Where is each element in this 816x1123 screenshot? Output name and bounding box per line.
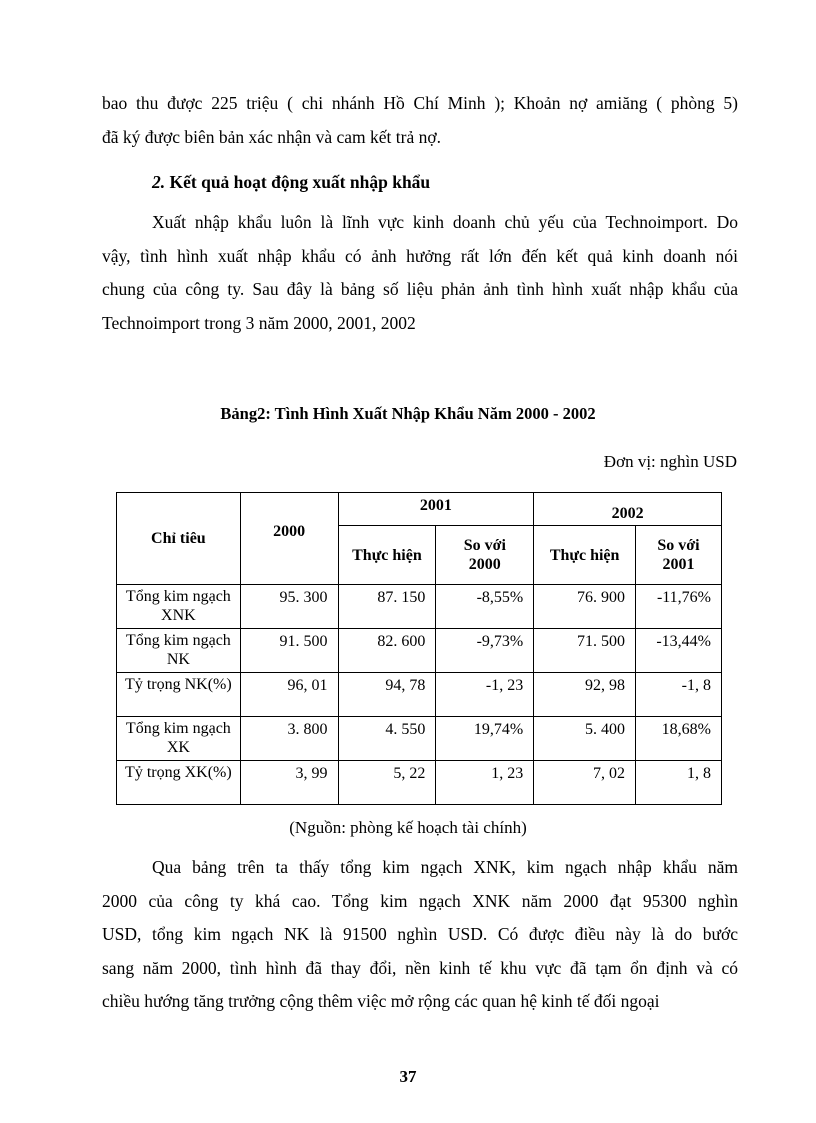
cell-2000: 91. 500 <box>240 629 338 673</box>
cell-compare-2002: -1, 8 <box>636 673 722 717</box>
table-source: (Nguồn: phòng kế hoạch tài chính) <box>289 818 527 837</box>
header-indicator: Chỉ tiêu <box>117 493 241 585</box>
row-label: Tổng kim ngạch XK <box>117 717 241 761</box>
header-2001: 2001 <box>338 493 534 526</box>
cell-compare-2002: 18,68% <box>636 717 722 761</box>
table-unit: Đơn vị: nghìn USD <box>603 452 737 471</box>
paragraph-2-line-3: USD, tổng kim ngạch NK là 91500 nghìn USD. Có được điều này là do bước <box>102 924 738 944</box>
header-2002: 2002 <box>534 493 722 526</box>
cell-2000: 3, 99 <box>240 761 338 805</box>
paragraph-1-line-4: Technoimport trong 3 năm 2000, 2001, 2002 <box>102 312 416 333</box>
header-compare-2002: So với 2001 <box>636 526 722 585</box>
cell-actual-2002: 71. 500 <box>534 629 636 673</box>
paragraph-2-line-5: chiều hướng tăng trưởng cộng thêm việc mở rộng các quan hệ kinh tế đối ngoại <box>102 991 660 1011</box>
paragraph-1-line-2: vậy, tình hình xuất nhập khẩu có ảnh hưởng rất lớn đến kết quả kinh doanh nói <box>102 245 738 266</box>
intro-paragraph <box>102 87 738 154</box>
table-row <box>117 629 722 673</box>
export-import-table <box>116 492 722 805</box>
header-actual-2001: Thực hiện <box>338 526 436 585</box>
table-row <box>117 673 722 717</box>
table-row <box>117 717 722 761</box>
cell-2000: 96, 01 <box>240 673 338 717</box>
section-title: Kết quả hoạt động xuất nhập khẩu <box>169 172 431 192</box>
cell-actual-2001: 87. 150 <box>338 585 436 629</box>
section-heading <box>152 172 430 193</box>
page-number: 37 <box>399 1067 417 1086</box>
header-2000: 2000 <box>240 493 338 585</box>
cell-actual-2001: 5, 22 <box>338 761 436 805</box>
cell-compare-2002: -11,76% <box>636 585 722 629</box>
cell-actual-2002: 5. 400 <box>534 717 636 761</box>
cell-compare-2001: -8,55% <box>436 585 534 629</box>
cell-2000: 95. 300 <box>240 585 338 629</box>
cell-compare-2002: -13,44% <box>636 629 722 673</box>
cell-actual-2002: 76. 900 <box>534 585 636 629</box>
intro-line-1: bao thu được 225 triệu ( chi nhánh Hồ Chí Minh ); Khoản nợ amiăng ( phòng 5) <box>102 93 738 113</box>
table-header-row-1 <box>117 493 722 526</box>
table-row <box>117 585 722 629</box>
cell-actual-2001: 4. 550 <box>338 717 436 761</box>
row-label: Tỷ trọng XK(%) <box>117 761 241 805</box>
row-label: Tỷ trọng NK(%) <box>117 673 241 717</box>
cell-actual-2001: 82. 600 <box>338 629 436 673</box>
cell-compare-2001: 19,74% <box>436 717 534 761</box>
paragraph-1 <box>102 206 738 340</box>
paragraph-2-line-1: Qua bảng trên ta thấy tổng kim ngạch XNK, kim ngạch nhập khẩu năm <box>152 857 738 877</box>
cell-actual-2001: 94, 78 <box>338 673 436 717</box>
row-label: Tổng kim ngạch XNK <box>117 585 241 629</box>
cell-compare-2002: 1, 8 <box>636 761 722 805</box>
paragraph-2-line-4: sang năm 2000, tình hình đã thay đổi, nền kinh tế khu vực đã tạm ổn định và có <box>102 957 738 978</box>
paragraph-1-line-3: chung của công ty. Sau đây là bảng số liệu phản ảnh tình hình xuất nhập khẩu của <box>102 279 738 299</box>
cell-actual-2002: 92, 98 <box>534 673 636 717</box>
paragraph-2-line-2: 2000 của công ty khá cao. Tổng kim ngạch XNK năm 2000 đạt 95300 nghìn <box>102 890 738 911</box>
row-label: Tổng kim ngạch NK <box>117 629 241 673</box>
table-title: Bảng2: Tình Hình Xuất Nhập Khẩu Năm 2000 - 2002 <box>220 404 596 423</box>
paragraph-1-line-1: Xuất nhập khẩu luôn là lĩnh vực kinh doanh chủ yếu của Technoimport. Do <box>152 212 738 232</box>
cell-2000: 3. 800 <box>240 717 338 761</box>
cell-compare-2001: -1, 23 <box>436 673 534 717</box>
cell-compare-2001: -9,73% <box>436 629 534 673</box>
intro-line-2: đã ký được biên bản xác nhận và cam kết trả nợ. <box>102 126 441 147</box>
header-compare-2001: So với 2000 <box>436 526 534 585</box>
table-row <box>117 761 722 805</box>
section-number: 2. <box>152 172 166 192</box>
paragraph-2 <box>102 851 738 1019</box>
cell-actual-2002: 7, 02 <box>534 761 636 805</box>
header-actual-2002: Thực hiện <box>534 526 636 585</box>
cell-compare-2001: 1, 23 <box>436 761 534 805</box>
